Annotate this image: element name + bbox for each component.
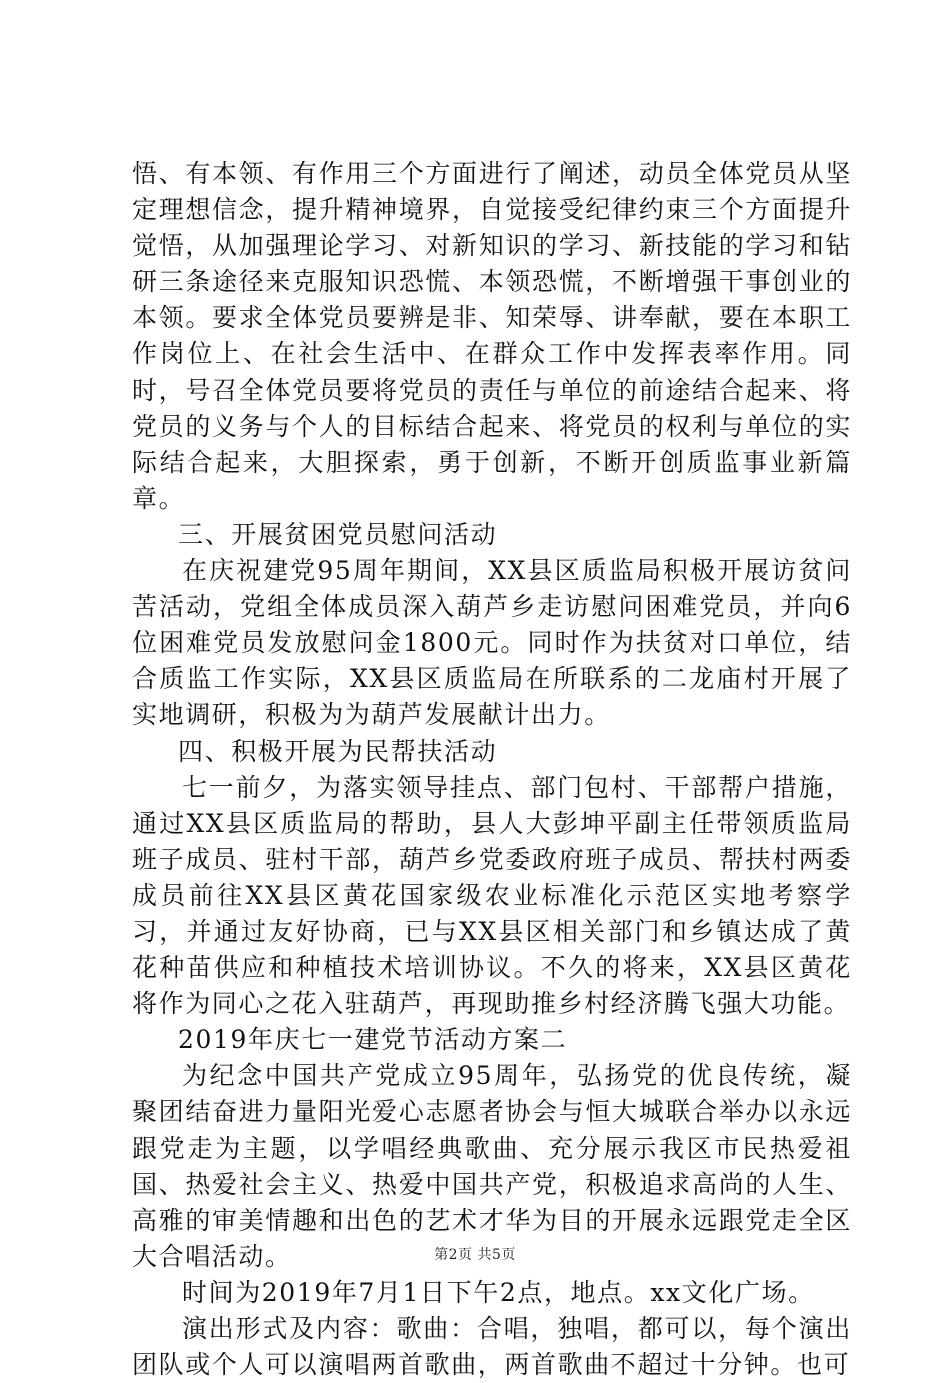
section-heading-poverty-visits: 三、开展贫困党员慰问活动 [178, 519, 498, 549]
paragraph-time-location: 时间为2019年7月1日下午2点，地点。xx文化广场。 [182, 1277, 815, 1307]
paragraph-chorus-purpose: 为纪念中国共产党成立95周年，弘扬党的优良传统，凝聚团结奋进力量阳光爱心志愿者协会与恒大城联合举办以永远跟党走为主题，以学唱经典歌曲、充分展示我区市民热爱祖国、热爱社会主义、热爱中国共产党，积极追求高尚的人生、高雅的审美情趣和出色的艺术才华为目的开展永远跟党走全区大合唱活动。 [132, 1061, 852, 1271]
section-heading-plan-two: 2019年庆七一建党节活动方案二 [178, 1025, 568, 1055]
paragraph-performance-format: 演出形式及内容：歌曲：合唱，独唱，都可以，每个演出团队或个人可以演唱两首歌曲，两首歌曲不超过十分钟。也可 [132, 1314, 852, 1380]
paragraph-public-assistance: 七一前夕，为落实领导挂点、部门包村、干部帮户措施，通过XX县区质监局的帮助，县人大彭坤平副主任带领质监局班子成员、驻村干部，葫芦乡党委政府班子成员、帮扶村两委成员前往XX县区黄花国家级农业标准化示范区实地考察学习，并通过友好协商，已与XX县区相关部门和乡镇达成了黄花种苗供应和种植技术培训协议。不久的将来，XX县区黄花将作为同心之花入驻葫芦，再现助推乡村经济腾飞强大功能。 [132, 772, 852, 1019]
document-body [132, 156, 852, 1383]
section-heading-public-assistance: 四、积极开展为民帮扶活动 [178, 736, 498, 766]
paragraph-party-education-summary: 悟、有本领、有作用三个方面进行了阐述，动员全体党员从坚定理想信念，提升精神境界，自觉接受纪律约束三个方面提升觉悟，从加强理论学习、对新知识的学习、新技能的学习和钻研三条途径来克服知识恐慌、本领恐慌，不断增强干事创业的本领。要求全体党员要辨是非、知荣辱、讲奉献，要在本职工作岗位上、在社会生活中、在群众工作中发挥表率作用。同时，号召全体党员要将党员的责任与单位的前途结合起来、将党员的义务与个人的目标结合起来、将党员的权利与单位的实际结合起来，大胆探索，勇于创新，不断开创质监事业新篇章。 [132, 159, 852, 513]
paragraph-poverty-visits: 在庆祝建党95周年期间，XX县区质监局积极开展访贫问苦活动，党组全体成员深入葫芦乡走访慰问困难党员，并向6位困难党员发放慰问金1800元。同时作为扶贫对口单位，结合质监工作实际，XX县区质监局在所联系的二龙庙村开展了实地调研，积极为为葫芦发展献计出力。 [132, 556, 852, 730]
page-number-footer: 第2页 共5页 [434, 1247, 516, 1263]
